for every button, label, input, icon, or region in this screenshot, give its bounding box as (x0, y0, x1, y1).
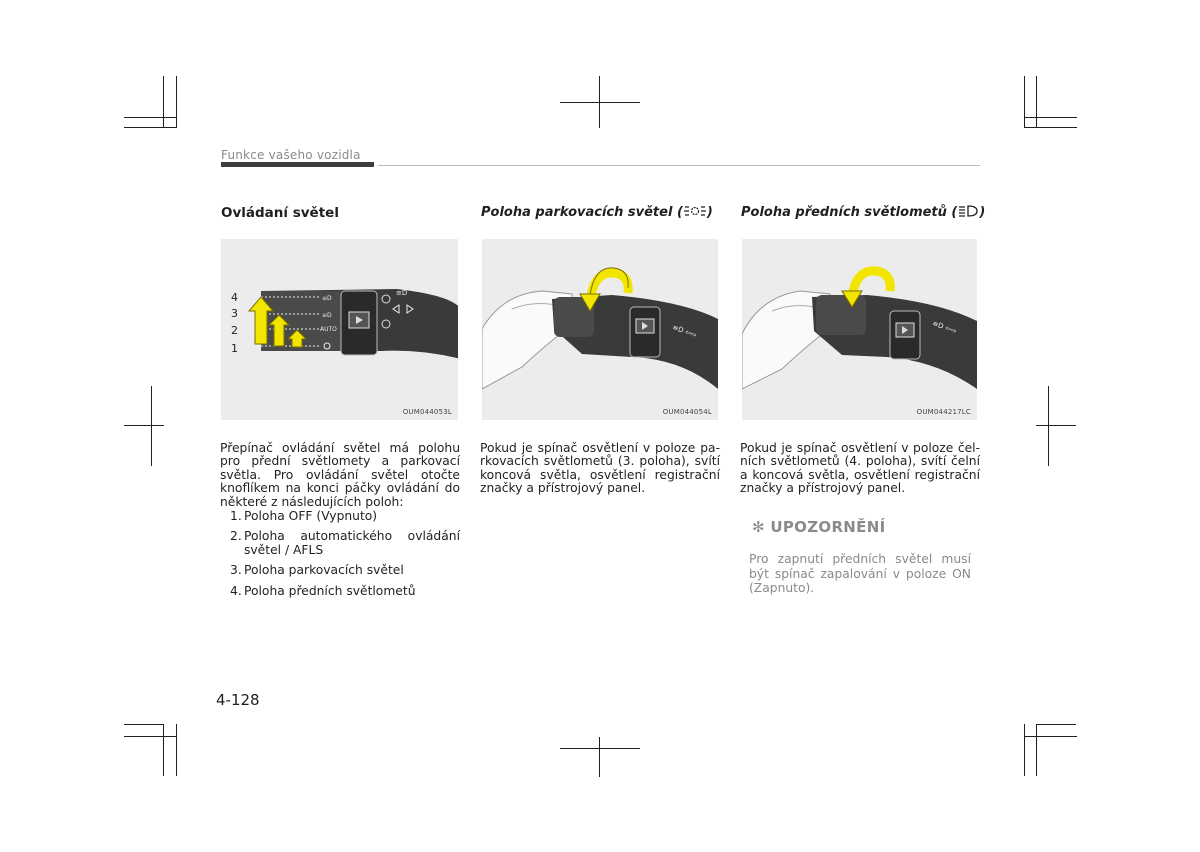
headlight-text: Pokud je spínač osvětlení v poloze čelních světlometů (4. poloha), svítí čelní a koncová světla, osvětlení registrační značky a přístrojový panel. (740, 441, 980, 496)
intro-paragraph: Přepínač ovládání světel má polohu pro přední světlomety a parkovací světla. Pro ovládání světel otočte knoflíkem na konci páčky ovládání do některé z následujících poloh: (220, 441, 460, 509)
svg-text:≡D: ≡D (396, 289, 408, 297)
figure-parking-light-position (482, 239, 718, 420)
light-switch-illustration (221, 239, 458, 420)
parking-light-text: Pokud je spínač osvětlení v poloze parkovacích světlometů (3. poloha), svítí koncová světla, osvětlení registrační značky a přístrojový panel. (480, 441, 720, 496)
caution-title: ✻ UPOZORNĚNÍ (752, 518, 886, 536)
figure-light-switch-positions (221, 239, 458, 420)
position-label-3: 3 (231, 307, 238, 320)
hand-turning-switch-illustration (482, 239, 718, 420)
list-item: 1. Poloha OFF (Vypnuto) (230, 509, 378, 524)
svg-text:AUTO: AUTO (320, 326, 337, 333)
figure-code: OUM044217LC (916, 408, 971, 416)
section-title-headlight: Poloha předních světlometů ( ) (741, 205, 986, 220)
headlight-icon (957, 205, 979, 217)
position-label-2: 2 (231, 324, 238, 337)
svg-text:≡D ⇦⇨: ≡D ⇦⇨ (931, 319, 958, 336)
column1-text (220, 442, 460, 605)
svg-text:≡D: ≡D (322, 312, 332, 319)
list-item: 4. Poloha předních světlometů (230, 583, 416, 598)
parking-light-icon (683, 205, 707, 217)
list-item: 2. Poloha automatického ovládání světel / AFLS (230, 529, 460, 557)
position-label-1: 1 (231, 342, 238, 355)
svg-text:≡D ⇦⇨: ≡D ⇦⇨ (671, 323, 698, 340)
caution-text: Pro zapnutí předních světel musí být spínač zapalování v poloze ON (Zapnuto). (749, 552, 971, 596)
section-title-light-control: Ovládaní světel (221, 205, 339, 221)
page-number: 4-128 (216, 691, 260, 709)
header-bar (221, 162, 374, 167)
list-item: 3. Poloha parkovacích světel (230, 563, 404, 578)
svg-text:≡D: ≡D (322, 295, 332, 302)
caution-icon: ✻ (752, 518, 765, 536)
figure-headlight-position (742, 239, 977, 420)
section-title-parking-light: Poloha parkovacích světel ( ) (481, 205, 713, 220)
header-rule (378, 165, 980, 166)
figure-code: OUM044054L (662, 408, 712, 416)
section-header: Funkce vašeho vozidla (221, 148, 361, 162)
position-label-4: 4 (231, 291, 238, 304)
position-list (220, 510, 460, 598)
figure-code: OUM044053L (402, 408, 452, 416)
hand-turning-switch-illustration (742, 239, 977, 420)
